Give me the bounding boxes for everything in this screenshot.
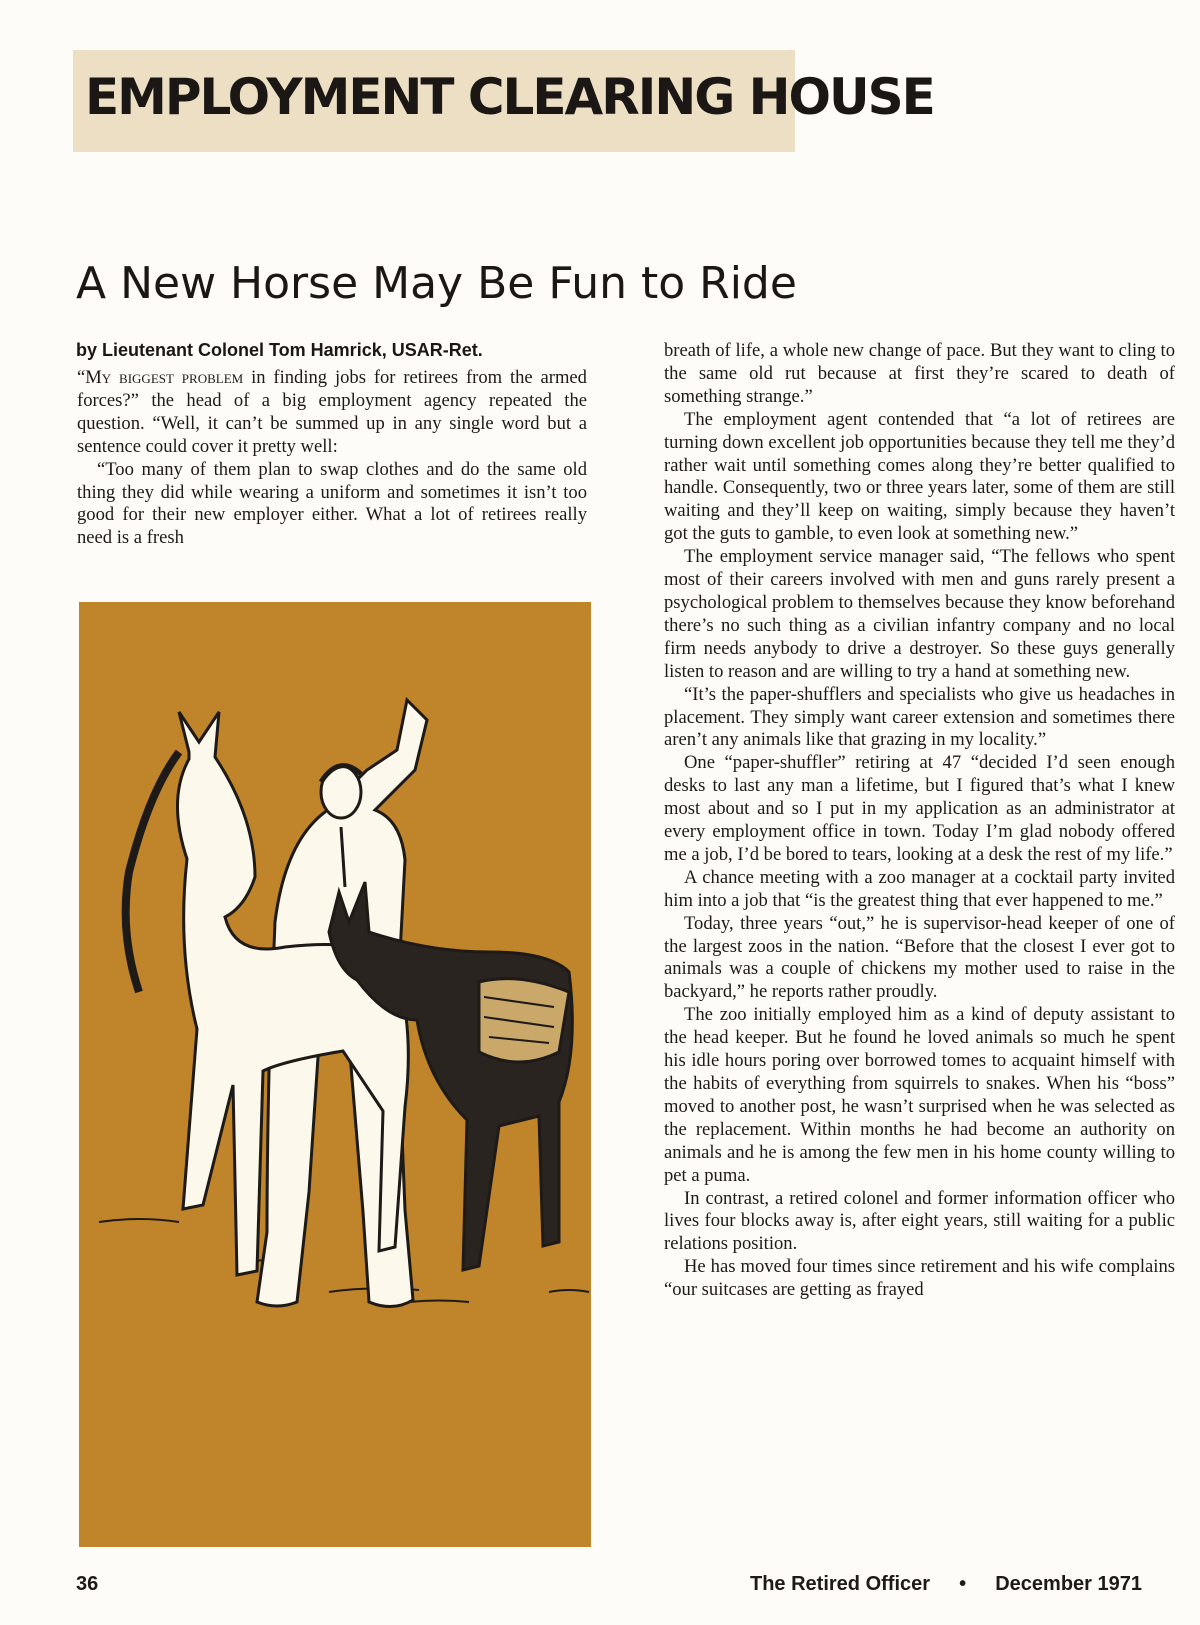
ground-marks-icon [99,1219,589,1302]
lead-in-caps: “My biggest problem [77,367,244,388]
paragraph: breath of life, a whole new change of pace. But they want to cling to the same old rut because at first they’re scared to death of something strange.” [664,340,1175,407]
paragraph: “It’s the paper-shufflers and specialists who give us headaches in placement. They simply want career extension and sometimes there aren’t any animals like that grazing in my locality.” [664,683,1175,751]
paragraph: The employment agent contended that “a lot of retirees are turning down excellent job opportunities because they tell me they’d rather wait until something comes along they’re better qualified to handle. Consequently, two or three years later, some of them are still waiting and they’ll keep on waiting, simply because they haven’t got the guts to gamble, to even look at something new.” [664,408,1175,545]
paragraph: A chance meeting with a zoo manager at a cocktail party invited him into a job that “is the greatest thing that ever happened to me.” [664,866,1175,911]
right-column-text [664,340,1175,1302]
paragraph: “My biggest problem in finding jobs for retirees from the armed forces?” the head of a big employment agency repeated the question. “Well, it can’t be summed up in any single word but a sentence could cover it pretty well: [77,367,587,457]
page-number: 36 [76,1573,99,1595]
paragraph: The zoo initially employed him as a kind of deputy assistant to the head keeper. But he found he loved animals so much he spent his idle hours poring over borrowed tomes to acquaint himself with the habits of everything from squirrels to snakes. When his “boss” moved to another post, he wasn’t surprised when he was selected as the replacement. Within months he had become an authority on animals and he is among the few men in his home county willing to pet a puma. [664,1004,1175,1186]
paragraph: The employment service manager said, “The fellows who spent most of their careers involved with men and guns rarely present a psychological problem to themselves because they know beforehand there’s no such thing as a civilian infantry company and no local firm needs anybody to drive a destroyer. So these guys generally listen to reason and are willing to try a hand at something new. [664,546,1175,682]
horse-and-man-illustration [79,602,591,1547]
section-banner-title: EMPLOYMENT CLEARING HOUSE [85,68,934,126]
paragraph: Today, three years “out,” he is supervisor-head keeper of one of the largest zoos in the nation. “Before that the closest I ever got to animals was a couple of chickens my mother used to raise in the backyard,” he reports rather proudly. [664,912,1175,1003]
publication-name: The Retired Officer [750,1573,931,1595]
paragraph: “Too many of them plan to swap clothes and do the same old thing they did while wearing a uniform and sometimes it isn’t too good for their new employer either. What a lot of retirees really need is a fresh [77,458,587,549]
article-headline: A New Horse May Be Fun to Ride [76,258,797,309]
footer-publication [750,1573,1142,1596]
paragraph: He has moved four times since retirement and his wife complains “our suitcases are getting as frayed [664,1256,1175,1301]
issue-date: December 1971 [995,1573,1142,1595]
footer-separator: • [959,1573,967,1595]
paragraph: One “paper-shuffler” retiring at 47 “decided I’d seen enough desks to last any man a lifetime, but I figured that’s what I knew most about and so I put in my application as an administrator at every employment office in town. Today I’m glad nobody offered me a job, I’d be bored to tears, looking at a desk the rest of my life.” [664,752,1175,865]
illustration-drawing [79,602,591,1547]
article-byline: by Lieutenant Colonel Tom Hamrick, USAR-Ret. [76,340,483,360]
section-banner [73,50,934,152]
left-column-text [77,367,587,550]
paragraph: In contrast, a retired colonel and former information officer who lives four blocks away is, after eight years, still waiting for a public relations position. [664,1187,1175,1255]
